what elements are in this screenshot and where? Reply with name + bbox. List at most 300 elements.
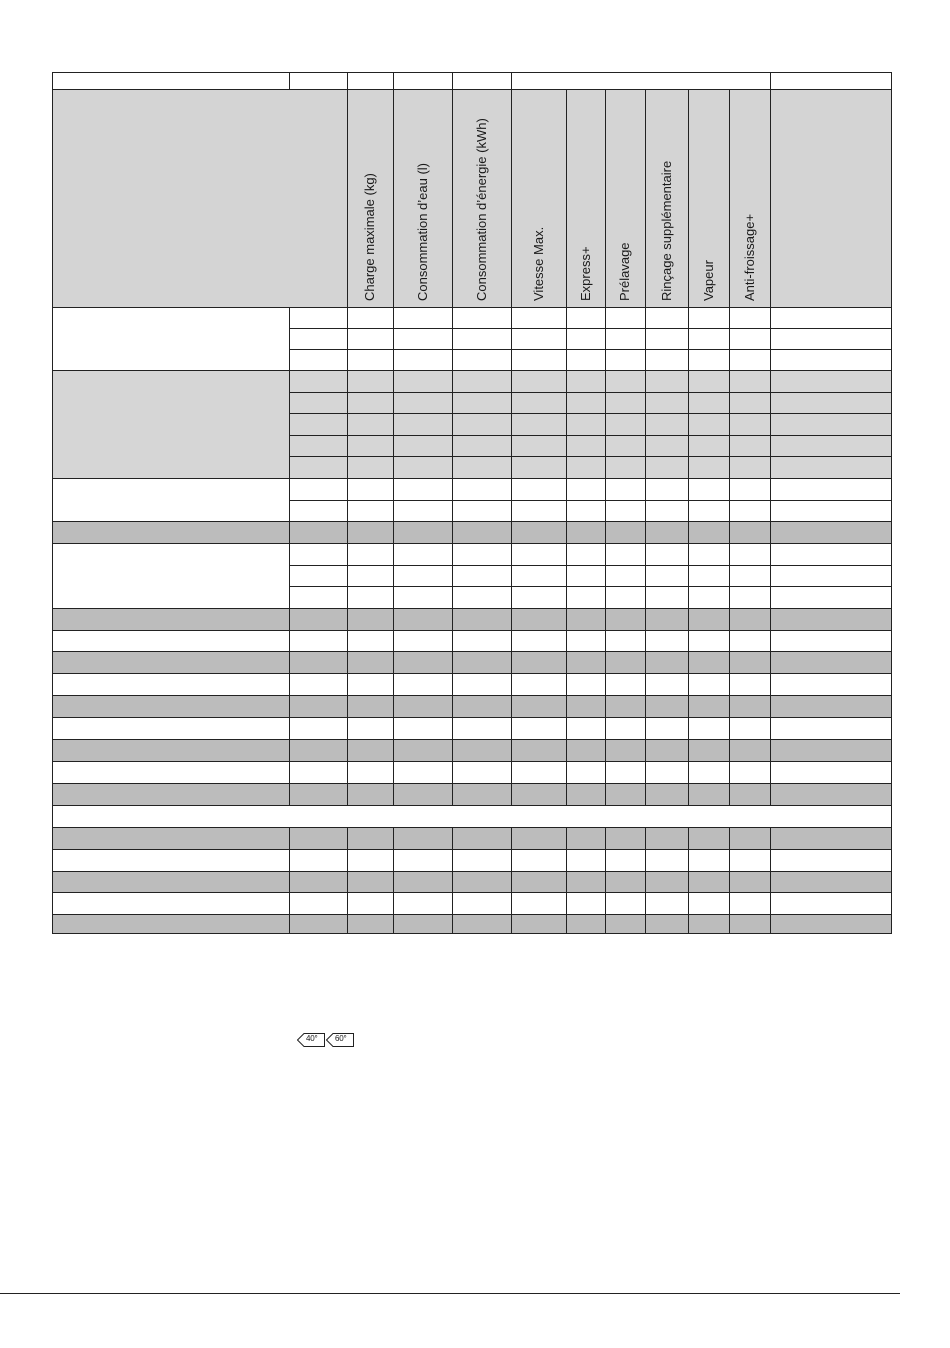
table-cell: [770, 349, 892, 371]
table-cell: [729, 761, 771, 784]
row-group-label: [52, 478, 290, 522]
table-cell: [566, 543, 606, 566]
table-cell: [770, 892, 892, 915]
table-cell: [566, 456, 606, 479]
table-cell: [566, 586, 606, 609]
column-header-label: Anti-froissage+: [742, 213, 757, 301]
table-cell: [393, 783, 453, 806]
table-cell: [645, 892, 689, 915]
table-cell: [393, 500, 453, 522]
table-cell: [511, 783, 567, 806]
table-cell: [511, 543, 567, 566]
table-cell: [605, 478, 646, 501]
table-cell: [289, 651, 348, 674]
table-cell: [393, 543, 453, 566]
table-cell: [645, 586, 689, 609]
table-cell: [347, 500, 394, 522]
table-cell: [729, 651, 771, 674]
table-cell: [729, 586, 771, 609]
table-cell: [289, 914, 348, 934]
table-cell: [770, 370, 892, 393]
table-cell: [452, 370, 512, 393]
table-cell: [289, 695, 348, 718]
table-cell: [511, 586, 567, 609]
table-cell: [770, 695, 892, 718]
table-cell: [645, 478, 689, 501]
table-cell: [605, 717, 646, 740]
table-cell: [645, 521, 689, 544]
table-cell: [289, 392, 348, 414]
table-cell: [347, 761, 394, 784]
table-cell: [347, 827, 394, 850]
column-header-label: Prélavage: [617, 242, 632, 301]
table-cell: [289, 827, 348, 850]
table-cell: [289, 739, 348, 762]
table-cell: [566, 370, 606, 393]
table-cell: [511, 608, 567, 631]
table-cell: [566, 307, 606, 329]
table-cell: [770, 651, 892, 674]
table-cell: [566, 608, 606, 631]
table-cell: [393, 739, 453, 762]
table-cell: [729, 328, 771, 350]
table-cell: [452, 307, 512, 329]
table-cell: [566, 565, 606, 587]
table-cell: [393, 608, 453, 631]
table-cell: [511, 827, 567, 850]
table-cell: [729, 413, 771, 436]
table-cell: [452, 695, 512, 718]
table-cell: [770, 871, 892, 893]
table-cell: [605, 521, 646, 544]
table-cell: [729, 695, 771, 718]
table-cell: [770, 413, 892, 436]
table-cell: [605, 307, 646, 329]
table-cell: [605, 435, 646, 457]
table-cell: [452, 717, 512, 740]
table-cell: [645, 328, 689, 350]
table-cell: [393, 914, 453, 934]
table-cell: [566, 478, 606, 501]
table-cell: [452, 586, 512, 609]
table-cell: [688, 478, 730, 501]
table-cell: [289, 892, 348, 915]
temperature-tag-icon: [297, 1033, 325, 1047]
table-cell: [566, 892, 606, 915]
table-cell: [566, 914, 606, 934]
table-cell: [729, 827, 771, 850]
table-cell: [393, 586, 453, 609]
table-cell: [347, 478, 394, 501]
table-cell: [452, 435, 512, 457]
table-cell: [393, 761, 453, 784]
table-cell: [452, 827, 512, 850]
table-cell: [393, 565, 453, 587]
table-cell: [566, 673, 606, 696]
column-header-label: Charge maximale (kg): [362, 173, 377, 301]
table-cell: [393, 892, 453, 915]
table-cell: [289, 543, 348, 566]
table-cell: [347, 521, 394, 544]
table-cell: [770, 521, 892, 544]
table-cell: [393, 392, 453, 414]
table-cell: [688, 370, 730, 393]
table-cell: [393, 849, 453, 872]
table-cell: [605, 630, 646, 652]
table-cell: [770, 630, 892, 652]
table-cell: [452, 673, 512, 696]
table-cell: [605, 783, 646, 806]
temperature-tag-label: 60°: [335, 1034, 347, 1043]
table-cell: [347, 307, 394, 329]
table-cell: [289, 456, 348, 479]
table-cell: [289, 500, 348, 522]
table-cell: [511, 914, 567, 934]
table-cell: [289, 871, 348, 893]
table-cell: [347, 565, 394, 587]
column-header: [605, 89, 646, 308]
row-label-cell: [52, 521, 290, 544]
table-cell: [452, 500, 512, 522]
table-cell: [452, 608, 512, 631]
table-cell: [688, 521, 730, 544]
table-cell: [393, 521, 453, 544]
table-cell: [347, 392, 394, 414]
table-cell: [688, 392, 730, 414]
row-group-label: [52, 307, 290, 371]
table-cell: [393, 673, 453, 696]
table-cell: [347, 370, 394, 393]
row-group-label: [52, 370, 290, 479]
table-cell: [729, 871, 771, 893]
table-cell: [729, 717, 771, 740]
table-cell: [605, 761, 646, 784]
table-cell: [729, 630, 771, 652]
table-top-cell: [770, 72, 892, 90]
table-cell: [347, 651, 394, 674]
column-header-label: Consommation d’énergie (kWh): [474, 118, 489, 301]
table-cell: [347, 413, 394, 436]
row-label-cell: [52, 739, 290, 762]
table-cell: [289, 673, 348, 696]
table-cell: [393, 871, 453, 893]
table-cell: [688, 761, 730, 784]
table-cell: [566, 500, 606, 522]
table-cell: [605, 739, 646, 762]
table-cell: [566, 849, 606, 872]
table-cell: [452, 871, 512, 893]
table-cell: [645, 783, 689, 806]
table-cell: [566, 783, 606, 806]
column-header: [452, 89, 512, 308]
table-cell: [452, 349, 512, 371]
table-cell: [605, 500, 646, 522]
table-cell: [511, 630, 567, 652]
table-cell: [511, 349, 567, 371]
table-cell: [347, 586, 394, 609]
table-cell: [605, 673, 646, 696]
table-cell: [770, 307, 892, 329]
table-cell: [770, 543, 892, 566]
table-cell: [347, 783, 394, 806]
table-cell: [511, 892, 567, 915]
table-cell: [688, 892, 730, 915]
table-cell: [452, 739, 512, 762]
table-cell: [393, 370, 453, 393]
table-cell: [770, 586, 892, 609]
table-cell: [511, 651, 567, 674]
table-cell: [605, 370, 646, 393]
table-cell: [452, 892, 512, 915]
row-label-cell: [52, 673, 290, 696]
table-cell: [770, 328, 892, 350]
table-cell: [770, 914, 892, 934]
table-cell: [729, 783, 771, 806]
table-cell: [729, 478, 771, 501]
row-label-cell: [52, 892, 290, 915]
row-label-cell: [52, 608, 290, 631]
table-cell: [289, 370, 348, 393]
table-cell: [688, 543, 730, 566]
table-cell: [605, 695, 646, 718]
table-cell: [729, 543, 771, 566]
table-cell: [452, 413, 512, 436]
table-cell: [729, 521, 771, 544]
table-cell: [770, 478, 892, 501]
table-cell: [452, 543, 512, 566]
table-cell: [605, 914, 646, 934]
table-cell: [729, 456, 771, 479]
table-cell: [688, 456, 730, 479]
table-cell: [347, 608, 394, 631]
table-cell: [452, 328, 512, 350]
table-cell: [645, 349, 689, 371]
temperature-tags: [297, 1033, 354, 1049]
table-cell: [770, 392, 892, 414]
table-cell: [770, 456, 892, 479]
table-cell: [729, 307, 771, 329]
table-cell: [645, 392, 689, 414]
table-cell: [289, 435, 348, 457]
table-cell: [688, 827, 730, 850]
table-cell: [393, 827, 453, 850]
table-cell: [347, 871, 394, 893]
table-cell: [729, 608, 771, 631]
table-cell: [511, 565, 567, 587]
table-cell: [645, 543, 689, 566]
table-cell: [511, 456, 567, 479]
table-cell: [347, 914, 394, 934]
table-cell: [511, 392, 567, 414]
table-cell: [605, 871, 646, 893]
table-cell: [645, 695, 689, 718]
table-cell: [605, 328, 646, 350]
table-cell: [393, 695, 453, 718]
column-header: [566, 89, 606, 308]
table-cell: [645, 739, 689, 762]
table-top-cell: [452, 72, 512, 90]
table-cell: [729, 565, 771, 587]
table-cell: [605, 349, 646, 371]
row-label-cell: [52, 914, 290, 934]
column-header: [645, 89, 689, 308]
table-cell: [511, 413, 567, 436]
table-cell: [393, 413, 453, 436]
table-cell: [688, 435, 730, 457]
row-label-cell: [52, 871, 290, 893]
table-cell: [688, 630, 730, 652]
table-cell: [645, 565, 689, 587]
row-label-cell: [52, 695, 290, 718]
table-top-cell: [393, 72, 453, 90]
table-cell: [688, 349, 730, 371]
table-cell: [645, 849, 689, 872]
table-cell: [289, 586, 348, 609]
table-cell: [452, 783, 512, 806]
table-cell: [770, 783, 892, 806]
table-cell: [566, 827, 606, 850]
table-cell: [770, 608, 892, 631]
table-cell: [289, 717, 348, 740]
table-cell: [688, 717, 730, 740]
table-cell: [393, 456, 453, 479]
column-header-label: Rinçage supplémentaire: [659, 160, 674, 301]
column-header: [688, 89, 730, 308]
table-cell: [393, 478, 453, 501]
table-cell: [347, 456, 394, 479]
table-header-blank: [52, 89, 348, 308]
table-cell: [566, 435, 606, 457]
column-header: [729, 89, 771, 308]
table-cell: [393, 328, 453, 350]
table-cell: [688, 849, 730, 872]
table-cell: [511, 307, 567, 329]
table-cell: [289, 608, 348, 631]
table-cell: [645, 871, 689, 893]
table-cell: [566, 651, 606, 674]
table-cell: [452, 761, 512, 784]
table-cell: [566, 761, 606, 784]
table-cell: [511, 761, 567, 784]
table-cell: [511, 673, 567, 696]
table-cell: [645, 370, 689, 393]
table-cell: [347, 328, 394, 350]
table-cell: [605, 413, 646, 436]
table-cell: [452, 849, 512, 872]
table-cell: [605, 849, 646, 872]
table-cell: [511, 717, 567, 740]
table-cell: [289, 565, 348, 587]
table-cell: [289, 630, 348, 652]
table-cell: [605, 586, 646, 609]
table-cell: [393, 630, 453, 652]
table-cell: [289, 783, 348, 806]
row-label-cell: [52, 651, 290, 674]
table-cell: [566, 328, 606, 350]
table-cell: [729, 370, 771, 393]
table-top-cell: [52, 72, 290, 90]
column-header: [393, 89, 453, 308]
table-cell: [347, 630, 394, 652]
table-cell: [452, 914, 512, 934]
table-cell: [688, 608, 730, 631]
table-cell: [289, 307, 348, 329]
footer-rule: [0, 1293, 900, 1294]
table-top-cell: [511, 72, 771, 90]
table-cell: [645, 435, 689, 457]
table-cell: [605, 892, 646, 915]
table-cell: [688, 783, 730, 806]
table-cell: [289, 761, 348, 784]
table-cell: [770, 673, 892, 696]
table-cell: [452, 651, 512, 674]
table-cell: [452, 565, 512, 587]
table-cell: [393, 349, 453, 371]
table-cell: [645, 456, 689, 479]
table-cell: [452, 456, 512, 479]
table-cell: [645, 630, 689, 652]
table-cell: [566, 392, 606, 414]
table-cell: [688, 307, 730, 329]
table-cell: [566, 413, 606, 436]
table-cell: [566, 521, 606, 544]
table-cell: [347, 739, 394, 762]
table-cell: [347, 892, 394, 915]
table-cell: [347, 435, 394, 457]
table-cell: [605, 608, 646, 631]
row-label-cell: [52, 827, 290, 850]
table-cell: [729, 914, 771, 934]
table-cell: [729, 892, 771, 915]
table-cell: [729, 392, 771, 414]
temperature-tag-label: 40°: [306, 1034, 318, 1043]
table-cell: [347, 695, 394, 718]
table-cell: [688, 413, 730, 436]
table-cell: [289, 478, 348, 501]
table-cell: [688, 328, 730, 350]
table-cell: [645, 673, 689, 696]
table-cell: [347, 717, 394, 740]
table-cell: [770, 761, 892, 784]
table-cell: [289, 349, 348, 371]
table-cell: [452, 521, 512, 544]
column-header-label: Express+: [578, 246, 593, 301]
table-cell: [347, 849, 394, 872]
table-cell: [347, 673, 394, 696]
table-cell: [770, 827, 892, 850]
table-top-cell: [289, 72, 348, 90]
table-cell: [452, 392, 512, 414]
table-cell: [645, 914, 689, 934]
table-cell: [770, 565, 892, 587]
table-cell: [645, 827, 689, 850]
column-header-label: Consommation d’eau (l): [415, 162, 430, 301]
table-cell: [770, 500, 892, 522]
table-cell: [645, 717, 689, 740]
row-group-label: [52, 543, 290, 609]
table-cell: [289, 328, 348, 350]
table-cell: [511, 370, 567, 393]
table-cell: [289, 849, 348, 872]
column-header: [347, 89, 394, 308]
table-cell: [770, 739, 892, 762]
table-cell: [688, 500, 730, 522]
table-cell: [605, 827, 646, 850]
table-cell: [452, 478, 512, 501]
table-cell: [688, 651, 730, 674]
table-cell: [770, 435, 892, 457]
table-cell: [393, 307, 453, 329]
